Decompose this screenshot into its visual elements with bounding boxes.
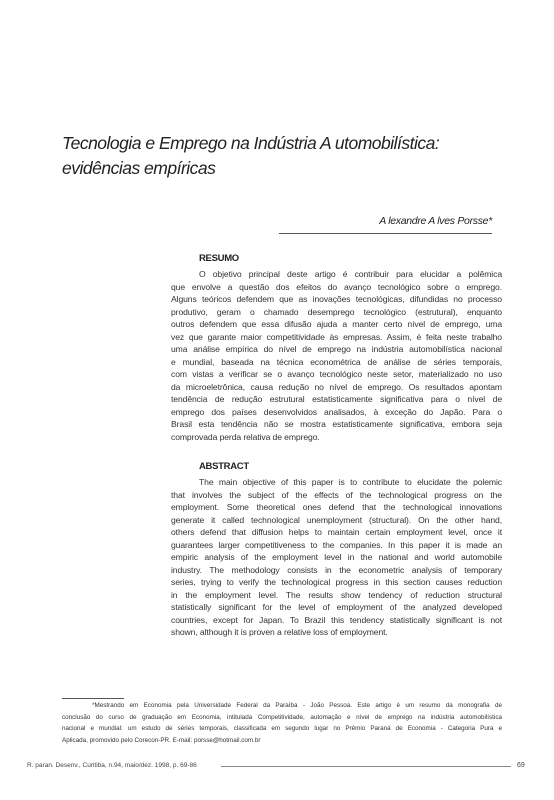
resumo-heading: RESUMO [199, 253, 239, 264]
abstract-line: others defend that diffusion helps to maintain certain employment level, once it [171, 527, 502, 537]
footnote-line: *Mestrando em Economia pela Universidade Federal da Paraíba - João Pessoa. Este artigo é um resumo da monografia de [92, 702, 502, 709]
author-name: A lexandre A lves Porsse* [379, 215, 492, 227]
abstract-line: industry. The methodology consists in the econometric analysis of temporary [171, 564, 502, 575]
article-title-line-2: evidências empíricas [62, 158, 216, 178]
abstract-line: countries, except for Japan. To Brazil this tendency statistically significant is not [171, 614, 502, 625]
resumo-line: comprovada perda relativa de emprego. [171, 431, 320, 442]
resumo-line: produtivo, geram o chamado desemprego tecnológico (estrutural), enquanto [171, 306, 502, 317]
resumo-line: Brasil esta tendência não se mostra estatisticamente significativa, embora seja [171, 419, 502, 429]
abstract-line: empiric analysis of the employment level in the national and world automobile [171, 552, 502, 562]
abstract-line: that involves the subject of the effects of the technological progress on the [171, 489, 502, 500]
page-number: 69 [517, 762, 525, 769]
abstract-line: The main objective of this paper is to contribute to elucidate the polemic [199, 477, 502, 487]
abstract-line: in the employment level. The results show tendency of reduction structural [171, 589, 502, 600]
footnote-line: nacional e mundial: um estudo de séries temporais, classificada em segundo lugar no Prêmio Paraná de Economia - Categoria Pura e [62, 725, 502, 732]
abstract-line: shown, although it is proven a relative loss of employment. [171, 627, 388, 637]
abstract-line: generate it called technological unemployment (structural). On the other hand, [171, 514, 502, 525]
author-divider [279, 233, 492, 234]
resumo-line: O objetivo principal deste artigo é contribuir para elucidar a polêmica [199, 269, 502, 279]
abstract-line: statistically significant for the level of employment of the analyzed developed [171, 602, 502, 612]
footer-divider [221, 766, 511, 767]
resumo-line: e mundial, baseada na técnica econométrica de análise de séries temporais, [171, 356, 502, 367]
footnote-line: conclusão do curso de graduação em Economia, intitulada Competitividade, automação e nível de emprego na indústria automobilística [62, 713, 502, 721]
resumo-line: que envolve a questão dos efeitos do avanço tecnológico sobre o emprego. [171, 281, 502, 292]
footnote-divider [62, 698, 124, 699]
resumo-line: outros defendem que essa difusão ajuda a manter certo nível de emprego, uma [171, 319, 502, 329]
journal-citation: R. paran. Desenv., Curitiba, n.94, maio/dez. 1998, p. 69-86 [27, 762, 197, 769]
footnote-line: Aplicada, promovido pelo Corecon-PR. E-mail: porsse@hotmail.com.br [62, 736, 261, 744]
article-title-line-1: Tecnologia e Emprego na Indústria A utomobilística: [62, 133, 440, 153]
resumo-line: com vistas a verificar se o avanço tecnológico neste setor, materializado no uso [171, 369, 502, 379]
abstract-line: guarantees larger competitiveness to the companies. In this paper it is made an [171, 539, 502, 550]
resumo-line: uma análise empírica do nível de emprego na indústria automobilística nacional [171, 344, 502, 354]
article-title [62, 131, 502, 181]
abstract-heading: ABSTRACT [199, 461, 249, 472]
abstract-text [171, 476, 502, 639]
resumo-line: da microeletrônica, causa redução no nível de emprego. Os resultados apontam [171, 381, 502, 392]
abstract-line: series, trying to verify the technological progress in this section causes reduction [171, 577, 502, 587]
resumo-text [171, 268, 502, 443]
resumo-line: tendência de redução estrutural estatisticamente significativa para o nível de [171, 394, 502, 404]
author-footnote [62, 700, 502, 746]
resumo-line: vez que garante maior competitividade às empresas. Assim, é feita neste trabalho [171, 331, 502, 342]
abstract-line: employment. Some theoretical ones defend that the technological innovations [171, 502, 502, 512]
resumo-line: Alguns teóricos defendem que as inovações tecnológicas, difundidas no processo [171, 294, 502, 304]
resumo-line: emprego dos países desenvolvidos analisados, à exceção do Japão. Para o [171, 406, 502, 417]
